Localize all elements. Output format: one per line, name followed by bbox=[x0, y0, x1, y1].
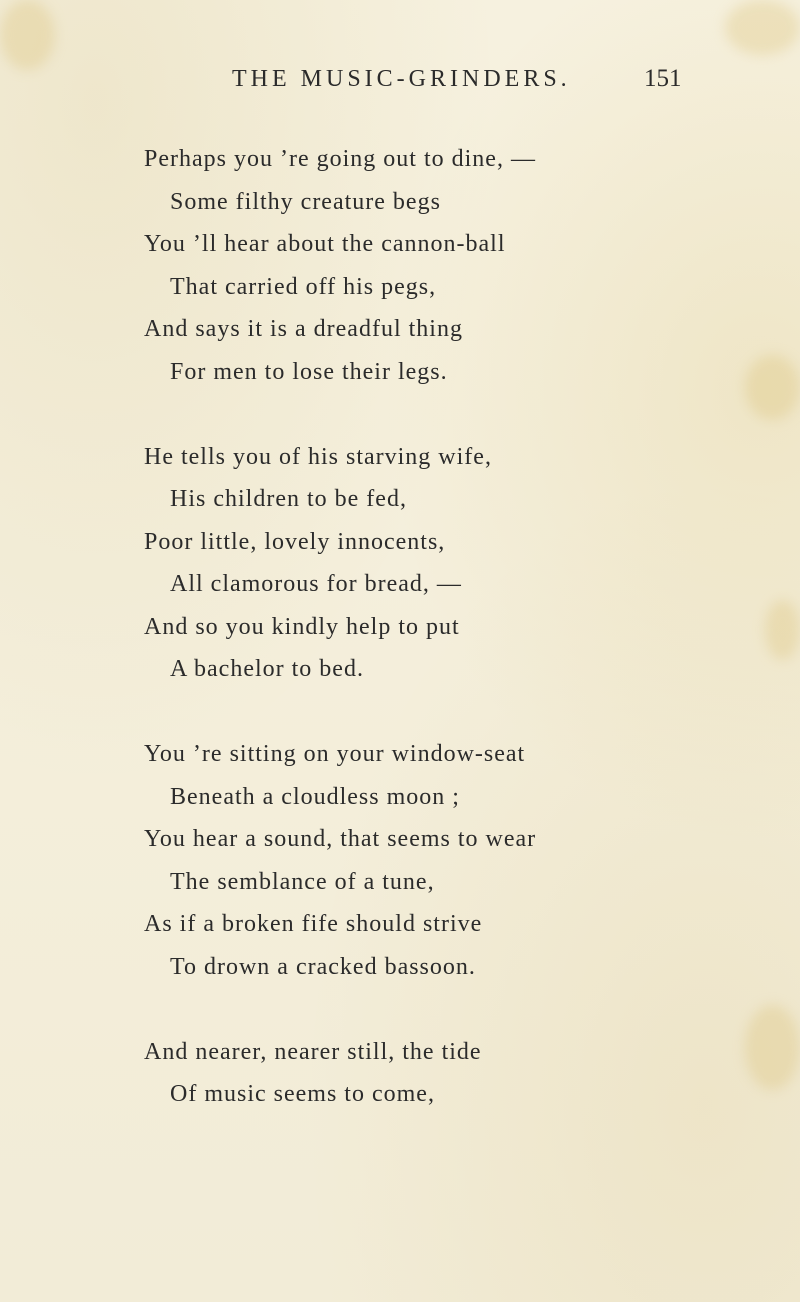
poem-line: Some filthy creature begs bbox=[170, 188, 441, 215]
paper-stain bbox=[725, 0, 800, 55]
stanza-1 bbox=[144, 138, 764, 393]
poem-line: As if a broken fife should strive bbox=[144, 911, 483, 937]
poem-line: All clamorous for bread, — bbox=[170, 571, 462, 597]
poem-line: Beneath a cloudless moon ; bbox=[170, 783, 460, 810]
paper-stain bbox=[765, 600, 800, 660]
poem-line: Perhaps you ’re going out to dine, — bbox=[144, 146, 536, 172]
poem-line: For men to lose their legs. bbox=[170, 358, 448, 385]
stanza-4 bbox=[144, 1031, 764, 1116]
paper-stain bbox=[0, 0, 55, 70]
poem-line: His children to be fed, bbox=[170, 486, 407, 512]
poem-line: You hear a sound, that seems to wear bbox=[144, 826, 537, 852]
poem-line: The semblance of a tune, bbox=[170, 868, 435, 895]
poem bbox=[144, 138, 764, 1158]
poem-line: A bachelor to bed. bbox=[170, 656, 364, 682]
poem-line: That carried off his pegs, bbox=[170, 273, 437, 300]
poem-line: To drown a cracked bassoon. bbox=[170, 953, 476, 980]
poem-line: You ’ll hear about the cannon-ball bbox=[144, 231, 506, 257]
stanza-3 bbox=[144, 733, 764, 988]
running-head: THE MUSIC-GRINDERS. bbox=[232, 66, 571, 92]
page-number: 151 bbox=[644, 65, 682, 92]
poem-line: Poor little, lovely innocents, bbox=[144, 528, 446, 555]
poem-line: And nearer, nearer still, the tide bbox=[144, 1038, 482, 1065]
poem-line: You ’re sitting on your window-seat bbox=[144, 741, 526, 767]
poem-line: And so you kindly help to put bbox=[144, 613, 460, 640]
poem-line: Of music seems to come, bbox=[170, 1081, 435, 1107]
poem-line: And says it is a dreadful thing bbox=[144, 316, 463, 342]
stanza-2 bbox=[144, 436, 764, 691]
poem-line: He tells you of his starving wife, bbox=[144, 443, 492, 470]
